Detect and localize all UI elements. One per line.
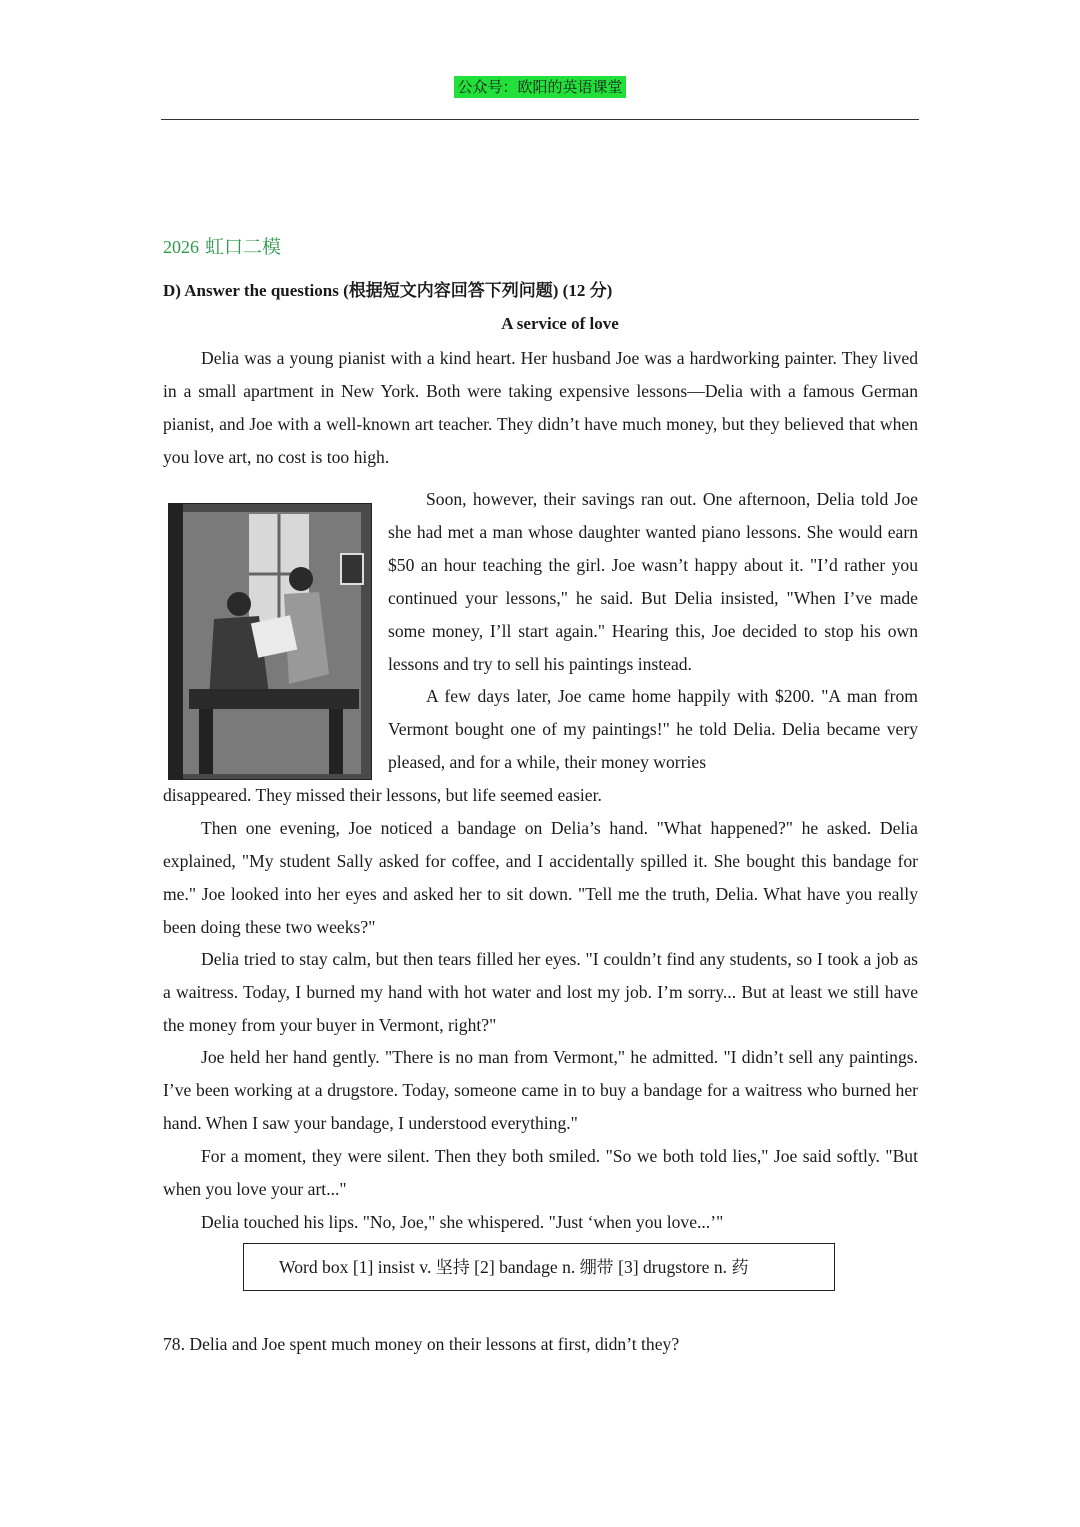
story-illustration [168,503,372,780]
word-box-zh-3: 药 [731,1258,749,1278]
word-box [243,1243,835,1291]
question-78: 78. Delia and Joe spent much money on their lessons at first, didn’t they? [163,1334,680,1354]
word-box-prefix: Word box [1] insist v. [279,1257,436,1277]
word-box-zh-1: 坚持 [435,1258,470,1278]
task-title: D) Answer the questions (根据短文内容回答下列问题) (12 分) [163,281,613,300]
header-tag: 公众号：欧阳的英语课堂 [454,76,625,98]
paragraph-3-continued: disappeared. They missed their lessons, but life seemed easier. [163,785,602,805]
word-box-mid-1: [2] bandage n. [469,1257,580,1277]
paragraph-8: Delia touched his lips. "No, Joe," she whispered. "Just ‘when you love...’" [201,1212,724,1232]
word-box-zh-2: 绷带 [579,1258,614,1278]
word-box-mid-2: [3] drugstore n. [613,1257,732,1277]
paragraph-5: Delia tried to stay calm, but then tears filled her eyes. "I couldn’t find any students, so I took a job as a waitress. Today, I burned my hand with hot water and lost my job. I’m sorry... But at least we still have the money from your buyer in Vermont, right?" [163,949,918,1035]
paragraph-1: Delia was a young pianist with a kind heart. Her husband Joe was a hardworking painter. They lived in a small apartment in New York. Both were taking expensive lessons—Delia with a famous German pianist, and Joe with a well-known art teacher. They didn’t have much money, but they believed that when you love art, no cost is too high. [163,348,918,467]
paragraph-4: Then one evening, Joe noticed a bandage on Delia’s hand. "What happened?" he asked. Delia explained, "My student Sally asked for coffee, and I accidentally spilled it. She bought this bandage for me." Joe looked into her eyes and asked her to sit down. "Tell me the truth, Delia. What have you really been doing these two weeks?" [163,818,918,937]
paragraph-3: A few days later, Joe came home happily with $200. "A man from Vermont bought one of my paintings!" he told Delia. Delia became very pleased, and for a while, their money worries [388,686,918,772]
paragraph-2: Soon, however, their savings ran out. One afternoon, Delia told Joe she had met a man whose daughter wanted piano lessons. She would earn $50 an hour teaching the girl. Joe wasn’t happy about it. "I’d rather you continued your lessons," he said. But Delia insisted, "When I’ve made some money, I’ll start again." Hearing this, Joe decided to stop his own lessons and try to sell his paintings instead. [388,489,918,674]
article-title: A service of love [501,314,619,333]
section-label [163,232,281,259]
header-rule [161,119,919,120]
section-year: 2026 [163,237,199,257]
paragraph-7: For a moment, they were silent. Then they both smiled. "So we both told lies," Joe said softly. "But when you love your art..." [163,1146,918,1199]
section-label-zh: 虹口二模 [199,236,282,258]
paragraph-6: Joe held her hand gently. "There is no man from Vermont," he admitted. "I didn’t sell any paintings. I’ve been working at a drugstore. Today, someone came in to buy a bandage for a waitress who burned her hand. When I saw your bandage, I understood everything." [163,1047,918,1133]
page-header [0,76,1080,98]
